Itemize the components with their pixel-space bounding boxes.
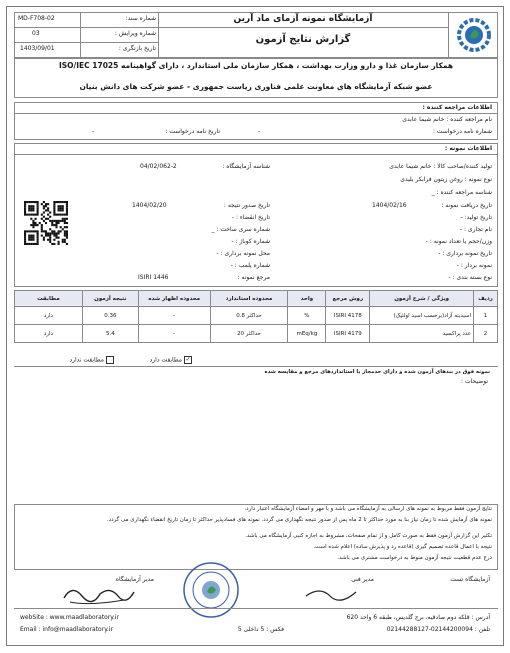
batch-number: شماره سری ساخت : _ (211, 226, 270, 233)
test-unit: mEq/kg (288, 325, 326, 343)
sampling-place: محل نمونه برداری : - (216, 250, 270, 257)
banner-line-1: همکار سازمان غذا و دارو وزارت بهداشت ، همکار سازمان ملی استاندارد ، دارای گواهینامه ISO/IEC 17025 (58, 61, 454, 70)
row-number: 2 (474, 325, 498, 343)
result-date: 1404/02/20 (132, 202, 167, 209)
accredited-note: نمونه فوق در بندهای آزمون شده و دارای حدمجاز با استانداردهای مرجع و مقایسه شده (264, 369, 490, 375)
producer: تولید کننده/صاحب کالا : خانم شیما عابدی (389, 163, 492, 170)
phone: تلفن : 02144200094-02144288127 (386, 626, 490, 633)
tech-signature-icon (300, 584, 364, 604)
doc-number-label: شماره سند: (125, 15, 156, 22)
header-declared-range: محدوده اظهار شده (138, 291, 210, 307)
address: آدرس : قلکه دوم صادقیه، برج گلدیس، طبقه 6 واحد 620 (346, 614, 490, 621)
report-title: گزارش نتایج آزمون (255, 34, 351, 45)
conformity: دارد (15, 307, 83, 325)
test-method: ISIRI 4178 (326, 307, 370, 325)
footer-note: تکثیر این گزارش آزمون فقط به صورت کامل و از تمام صفحات، مشروط به اجازه کتبی آزمایشگاه می باشد. (245, 533, 492, 539)
header-method: روش مرجع (326, 291, 370, 307)
test-result: 0.36 (82, 307, 138, 325)
result-date-label: تاریخ صدور نتیجه : (223, 202, 270, 209)
banner-line-2: عضو شبکه آزمایشگاه های معاونت علمی فناوری ریاست جمهوری - عضو شرکت های دانش بنیان (79, 82, 433, 91)
conformity-yes-option[interactable] (114, 356, 194, 365)
license-number: شماره کوباژ : - (231, 238, 270, 245)
footer-note: نتایج آزمون فقط مربوط به نمونه های ارسالی به آزمایشگاه می باشد و با مهر و امضاء آزمایشگاه اعتبار دارد. (244, 506, 492, 512)
header-standard-range: محدوده استاندارد (210, 291, 288, 307)
table-row (15, 307, 498, 325)
tech-manager-label: مدیر فنی (351, 576, 374, 583)
trade-name: نام تجاری : - (459, 226, 492, 233)
revision-number: 03 (32, 30, 40, 37)
test-unit: % (288, 307, 326, 325)
lab-label: آزمایشگاه تست (450, 576, 490, 583)
email[interactable]: Email : info@maadlaboratory.ir (20, 626, 113, 633)
qr-code-icon (24, 201, 68, 245)
unchecked-box-icon[interactable] (106, 356, 114, 364)
receipt-date-label: تاریخ دریافت نمونه : (441, 202, 492, 209)
test-result: 5.4 (82, 325, 138, 343)
lab-id: 04/02/062-2 (140, 163, 177, 170)
review-date-label: تاریخ بازنگری : (118, 45, 156, 52)
reference-label: مرجع نمونه : (237, 274, 270, 281)
declared-range: - (138, 307, 210, 325)
doc-number: MD-F708-02 (18, 15, 55, 22)
sample-type: نوع نمونه : روغن زیتون فرابکر بلیدی (400, 176, 492, 183)
manager-label: مدیر آزمایشگاه (115, 576, 154, 583)
request-number: - (258, 128, 261, 135)
conformity-no-option[interactable] (40, 356, 116, 365)
client-name: نام مراجعه کننده : خانم شیما عابدی (402, 116, 492, 123)
row-number: 1 (474, 307, 498, 325)
review-date: 1403/09/01 (20, 45, 55, 52)
table-header-row (15, 291, 498, 307)
expiry-date: تاریخ انقضاء : - (231, 214, 270, 221)
standard-range: حداکثر 0.8 (210, 307, 288, 325)
sample-weight: وزن/حجم یا تعداد نمونه : - (425, 238, 492, 245)
footer-note: نمونه های آزمایش شده تا زمان نیاز بنا به مورد حداکثر تا 2 ماه پس از صدور نتیجه نگهداری می گردد. نمونه های فسادپذیر حداکثر تا زمان تاریخ انقضاء نگهداری می گردد. (106, 517, 492, 523)
test-name: عدد پراکسید (370, 325, 474, 343)
header-conformity: مطابقت (15, 291, 83, 307)
client-section-title: اطلاعات مراجعه کننده : (422, 104, 492, 111)
footer-note: نتیجه با اعمال قاعده تصمیم گیری (قاعده رد و پذیرش ساده) اعلام شده است. (313, 544, 492, 550)
declared-range: - (138, 325, 210, 343)
footer-note: درج عدم قطعیت نتیجه آزمون منوط به درخواست مشتری می باشد. (337, 555, 492, 561)
standard-range: حداکثر 20 (210, 325, 288, 343)
header-row-number: ردیف (474, 291, 498, 307)
request-number-label: شماره نامه درخواست : (432, 128, 492, 135)
request-date: - (92, 128, 95, 135)
packaging-type: نوع بسته بندی : - (448, 274, 492, 281)
remarks-label: توضیحات : (461, 378, 488, 385)
lab-seal-icon (176, 560, 246, 620)
header-result: نتیجه آزمون (82, 291, 138, 307)
sampling-date: تاریخ نمونه برداری : - (438, 250, 492, 257)
test-method: ISIRI 4179 (326, 325, 370, 343)
conformity: دارد (15, 325, 83, 343)
sampler: نمونه بردار : - (456, 262, 492, 269)
website[interactable]: webSite : www.maadlaboratory.ir (20, 614, 120, 621)
fax: فکس : 5 داخلی 5 (237, 626, 284, 633)
seal-number: شماره پلمب : - (230, 262, 270, 269)
lab-name: آزمایشگاه نمونه آزمای ماد آرین (233, 14, 373, 24)
manager-signature-icon (60, 582, 138, 608)
header-unit: واحد (288, 291, 326, 307)
checked-box-icon[interactable]: ✓ (185, 356, 191, 363)
conformity-no-label: مطابقت ندارد (69, 356, 104, 364)
revision-label: شماره ویرایش : (114, 30, 156, 37)
production-date: تاریخ تولید: - (460, 214, 492, 221)
test-name: اسیدیته آزاد(برحسب اسید اولئیک) (370, 307, 474, 325)
reference-standard: ISIRI 1446 (138, 274, 169, 281)
receipt-date: 1404/02/16 (372, 202, 407, 209)
sample-section-title: اطلاعات نمونه : (444, 145, 492, 152)
table-row (15, 325, 498, 343)
results-table (14, 290, 498, 343)
lab-logo-icon (455, 15, 493, 55)
lab-id-label: شناسه آزمایشگاه : (222, 163, 270, 170)
header-test: ویژگی / شرح آزمون (370, 291, 474, 307)
request-date-label: تاریخ نامه درخواست : (165, 128, 220, 135)
conformity-yes-label: مطابقت دارد (149, 356, 182, 364)
client-id: شناسه مراجعه کننده : _ (431, 189, 492, 196)
